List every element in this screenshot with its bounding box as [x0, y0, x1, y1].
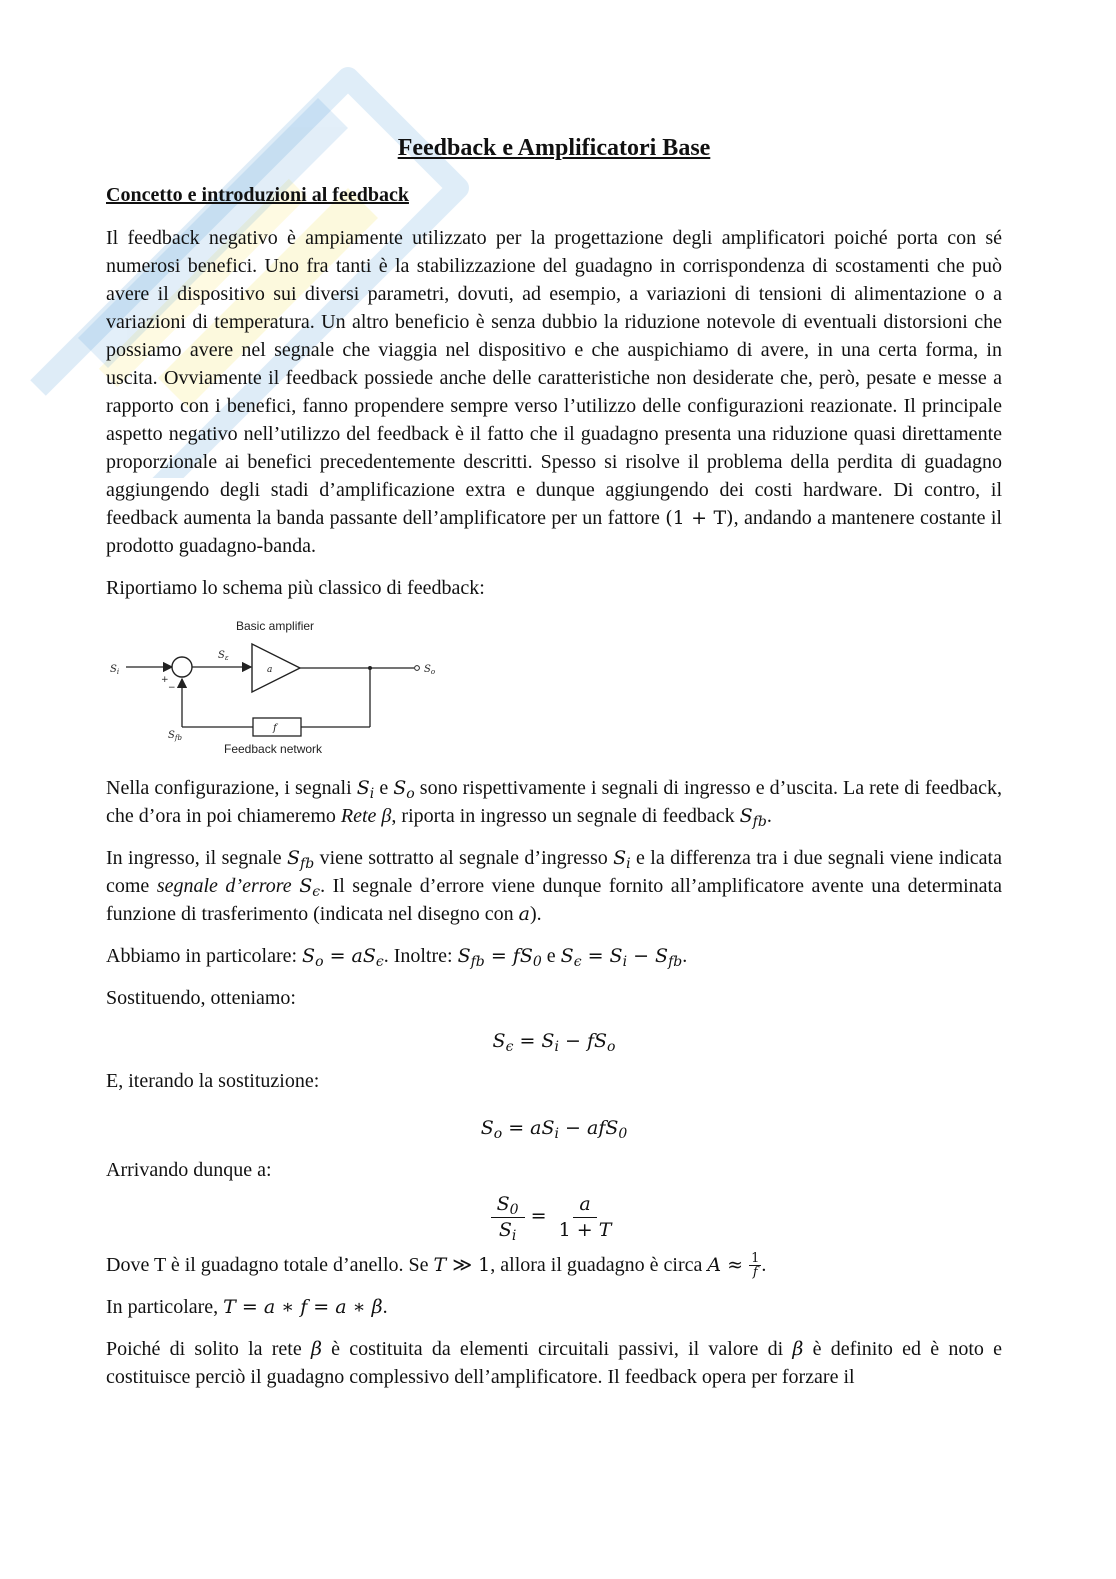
diagram-output-terminal [415, 666, 420, 671]
diagram-feedback-box-label: f [273, 723, 277, 734]
paragraph-relations: Abbiamo in particolare: $S_o = aS_\epsilon$. Inoltre: $S_{fb} = fS_0$ e $S_\epsilon = S_i - S_{fb}$. [106, 945, 688, 970]
equation-output: $S_o = aS_i - afS_0$ [480, 1117, 628, 1142]
diagram-label-so: $S_o$ [424, 664, 436, 676]
equation-error-signal: $S_\epsilon = S_i - fS_o$ [492, 1030, 616, 1055]
paragraph-error-signal: In ingresso, il segnale $S_{fb}$ viene sottratto al segnale d’ingresso $S_i$ e la differenza tra i due segnali viene indicata come segnale d’errore $S_\epsilon$. Il segnale d’errore viene dunque fornito all’amplificatore avente una determinata funzione di trasferimento (indicata nel disegno con a). [106, 847, 1002, 925]
paragraph-configuration: Nella configurazione, i segnali $S_i$ e $S_o$ sono rispettivamente i segnali di ingresso e d’uscita. La rete di feedback, che d’ora in poi chiameremo Rete β, riporta in ingresso un segnale di feedback $S_{fb}$. [106, 777, 1002, 830]
diagram-label-si: $S_i$ [110, 664, 120, 676]
diagram-minus-sign: − [168, 683, 176, 693]
diagram-label-sfb: $S_{fb}$ [168, 730, 182, 742]
diagram-feedback-box [253, 718, 301, 736]
paragraph-iterating: E, iterando la sostituzione: [106, 1070, 320, 1092]
diagram-summing-node [172, 657, 192, 677]
feedback-block-diagram [106, 610, 1002, 760]
diagram-amp-label: a [267, 665, 273, 675]
paragraph-loop-gain: Dove T è il guadagno totale d’anello. Se T ≫ 1, allora il guadagno è circa A ≈ $\frac{1}{f}$ . [106, 1251, 767, 1281]
paragraph-intro: Il feedback negativo è ampiamente utilizzato per la progettazione degli amplificatori poiché porta con sé numerosi benefici. Uno fra tanti è la stabilizzazione del guadagno in corrispondenza di scostamenti che può avere il dispositivo sui diversi parametri, dovuti, ad esempio, a variazioni di tensioni di alimentazione o a variazioni di temperatura. Un altro beneficio è senza dubbio la riduzione notevole di eventuali distorsioni che possiamo avere nel segnale che viaggia nel dispositivo e che auspichiamo di avere, in una certa forma, in uscita. Ovviamente il feedback possiede anche delle caratteristiche non desiderate che, però, pesate e messe a rapporto con i benefici, fanno propendere sempre verso l’utilizzo delle configurazioni reazionate. Il principale aspetto negativo nell’utilizzo del feedback è il fatto che il guadagno presenta una riduzione quasi direttamente proporzionale ai benefici precedentemente descritti. Spesso si risolve il problema della perdita di guadagno aggiungendo degli stadi d’amplificazione extra e dunque aggiungendo dei costi hardware. Di contro, il feedback aumenta la banda passante dell’amplificatore per un fattore (1 + T), andando a mantenere costante il prodotto guadagno-banda. [106, 227, 1002, 557]
paragraph-in-particular: In particolare, T = a ∗ f = a ∗ β. [106, 1296, 388, 1319]
paragraph-substituting: Sostituendo, otteniamo: [106, 987, 296, 1009]
diagram-plus-sign: + [161, 675, 169, 685]
document-title: Feedback e Amplificatori Base [397, 135, 711, 161]
diagram-label-feedback-network: Feedback network [224, 742, 323, 756]
feedback-diagram-svg [106, 610, 446, 760]
section-heading: Concetto e introduzioni al feedback [106, 184, 409, 206]
diagram-label-se: $S_\varepsilon$ [218, 650, 229, 662]
paragraph-passive-network: Poiché di solito la rete β è costituita da elementi circuitali passivi, il valore di β è definito ed è noto e costituisce perciò il guadagno complessivo dell’amplificatore. Il feedback opera per forzare il [106, 1338, 1002, 1389]
diagram-amplifier-triangle [252, 644, 300, 692]
paragraph-arriving: Arrivando dunque a: [106, 1159, 272, 1181]
diagram-label-basic-amplifier: Basic amplifier [236, 619, 315, 633]
equation-closed-loop-gain: $\frac{S_0}{S_i}$ = $\frac{a}{1 + T}$ [106, 1194, 1002, 1241]
paragraph-schema-intro: Riportiamo lo schema più classico di feedback: [106, 577, 485, 599]
